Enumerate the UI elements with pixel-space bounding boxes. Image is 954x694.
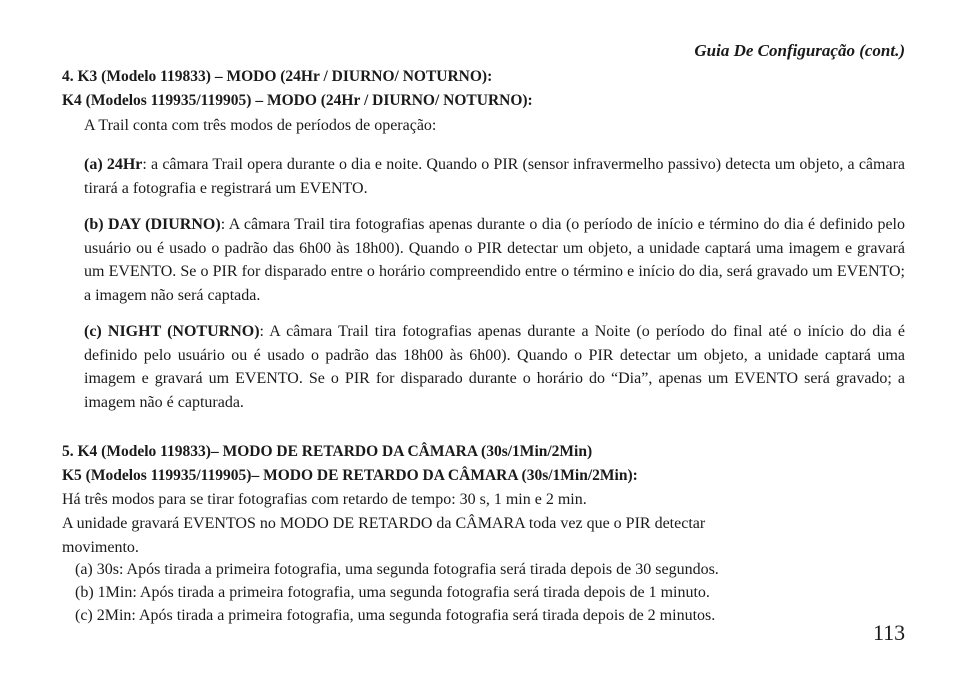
mode-24hr-paragraph [84,153,905,200]
mode-24hr-label: (a) 24Hr [84,156,143,173]
delay-option-2min: (c) 2Min: Após tirada a primeira fotografia, uma segunda fotografia será tirada depois de 2 minutos. [75,607,716,624]
section-5-heading-1: 5. K4 (Modelo 119833)– MODO DE RETARDO DA CÂMARA (30s/1Min/2Min) [62,443,593,460]
section-4-heading-2: K4 (Modelos 119935/119905) – MODO (24Hr / DIURNO/ NOTURNO): [62,92,533,109]
mode-day-text: : A câmara Trail tira fotografias apenas durante o dia (o período de início e término do dia é definido pelo usuário ou é usado o padrão das 6h00 às 18h00). Quando o PIR detectar um objeto, a unidade captará uma imagem e gravará um EVENTO. Se o PIR for disparado entre o horário compreendido entre o término e início do dia, será gravado um EVENTO; a imagem não será captada. [84,216,905,304]
page-number: 113 [873,620,906,645]
mode-day-paragraph [84,213,905,307]
section-5-line-2: A unidade gravará EVENTOS no MODO DE RETARDO da CÂMARA toda vez que o PIR detectar [62,515,706,532]
mode-day-label: (b) DAY (DIURNO) [84,216,221,233]
section-4-intro: A Trail conta com três modos de períodos de operação: [84,117,437,134]
mode-night-label: (c) NIGHT (NOTURNO) [84,323,260,340]
mode-24hr-text: : a câmara Trail opera durante o dia e noite. Quando o PIR (sensor infravermelho passivo) detecta um objeto, a câmara tirará a fotografia e registrará um EVENTO. [84,156,905,197]
mode-night-text: : A câmara Trail tira fotografias apenas durante a Noite (o período do final até o início do dia é definido pelo usuário ou é usado o padrão das 18h00 às 6h00). Quando o PIR detectar um objeto, a unidade captará uma imagem e gravará um EVENTO. Se o PIR for disparado durante o horário do “Dia”, apenas um EVENTO será gravado; a imagem não é capturada. [84,323,905,411]
page-header-title: Guia De Configuração (cont.) [694,41,905,60]
mode-night-paragraph [84,320,905,414]
section-5-line-3: movimento. [62,539,139,556]
section-5-line-1: Há três modos para se tirar fotografias com retardo de tempo: 30 s, 1 min e 2 min. [62,491,587,508]
delay-option-1min: (b) 1Min: Após tirada a primeira fotografia, uma segunda fotografia será tirada depois de 1 minuto. [75,584,710,601]
delay-option-30s: (a) 30s: Após tirada a primeira fotografia, uma segunda fotografia será tirada depois de 30 segundos. [75,561,719,578]
section-5-heading-2: K5 (Modelos 119935/119905)– MODO DE RETARDO DA CÂMARA (30s/1Min/2Min): [62,467,638,484]
section-4-heading-1: 4. K3 (Modelo 119833) – MODO (24Hr / DIURNO/ NOTURNO): [62,68,493,85]
